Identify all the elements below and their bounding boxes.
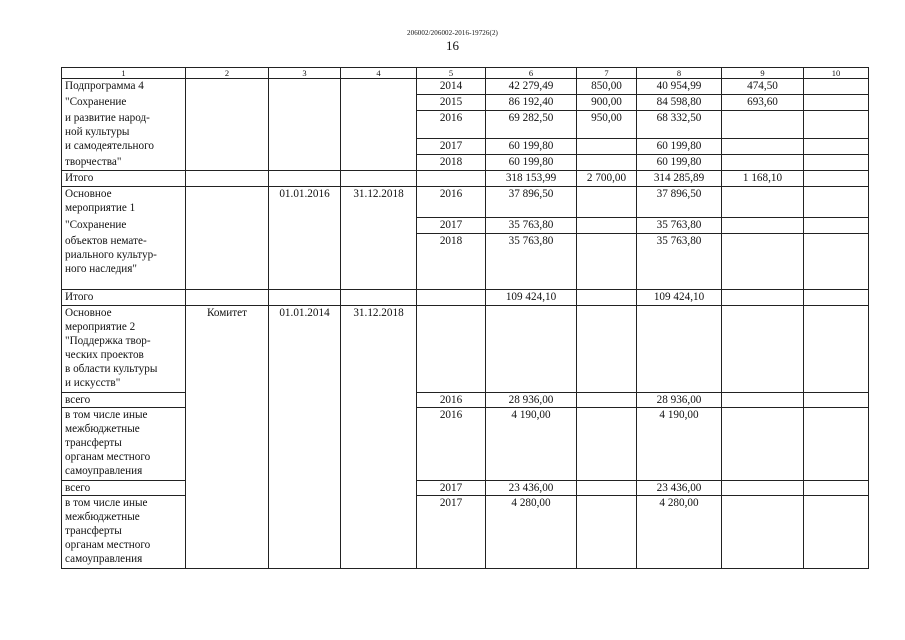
cell-col-1: объектов немате- риального культур- ного наследия" [62,234,186,290]
cell-col-7: 850,00 [577,79,637,95]
cell-col-4 [341,408,417,481]
cell-col-1: Итого [62,171,186,187]
cell-col-10 [804,481,869,496]
cell-col-10 [804,95,869,111]
cell-col-6: 318 153,99 [486,171,577,187]
table-row [62,79,869,95]
cell-col-10 [804,234,869,290]
cell-col-9 [722,393,804,408]
cell-col-1: "Сохранение [62,218,186,234]
cell-col-3 [269,496,341,569]
cell-col-3 [269,481,341,496]
cell-col-6: 60 199,80 [486,139,577,155]
column-header: 6 [486,68,577,79]
column-header: 7 [577,68,637,79]
cell-col-9 [722,139,804,155]
cell-col-3 [269,155,341,171]
cell-col-4 [341,155,417,171]
cell-col-8: 35 763,80 [637,234,722,290]
cell-col-8: 23 436,00 [637,481,722,496]
cell-col-6 [486,306,577,393]
cell-col-8: 28 936,00 [637,393,722,408]
cell-col-3 [269,234,341,290]
cell-col-6: 28 936,00 [486,393,577,408]
column-header: 1 [62,68,186,79]
cell-col-9 [722,111,804,139]
cell-col-2 [186,79,269,95]
table-row [62,234,869,290]
cell-col-10 [804,218,869,234]
cell-col-7 [577,306,637,393]
cell-col-3 [269,139,341,155]
cell-col-1: Основное мероприятие 2 "Поддержка твор- ческих проектов в области культуры и искусств" [62,306,186,393]
cell-col-6: 23 436,00 [486,481,577,496]
cell-col-2: Комитет [186,306,269,393]
table-row [62,393,869,408]
cell-col-7: 2 700,00 [577,171,637,187]
cell-col-10 [804,408,869,481]
cell-col-6: 37 896,50 [486,187,577,218]
table-row [62,187,869,218]
cell-col-5: 2016 [417,393,486,408]
cell-col-8: 4 280,00 [637,496,722,569]
cell-col-8: 314 285,89 [637,171,722,187]
cell-col-8: 109 424,10 [637,290,722,306]
cell-col-4: 31.12.2018 [341,306,417,393]
cell-col-9 [722,306,804,393]
cell-col-7 [577,290,637,306]
column-header: 10 [804,68,869,79]
cell-col-3: 01.01.2014 [269,306,341,393]
cell-col-3 [269,79,341,95]
column-header: 8 [637,68,722,79]
cell-col-5: 2016 [417,187,486,218]
document-code: 206002/206002-2016-19726(2) [407,29,498,37]
cell-col-4 [341,290,417,306]
table-row [62,408,869,481]
table-row [62,290,869,306]
cell-col-8: 60 199,80 [637,155,722,171]
cell-col-9 [722,187,804,218]
cell-col-3 [269,290,341,306]
cell-col-10 [804,393,869,408]
cell-col-2 [186,155,269,171]
cell-col-4 [341,496,417,569]
cell-col-8: 84 598,80 [637,95,722,111]
cell-col-4 [341,95,417,111]
cell-col-1: Основное мероприятие 1 [62,187,186,218]
cell-col-1: в том числе иные межбюджетные трансферты органам местного самоуправления [62,496,186,569]
cell-col-6: 4 280,00 [486,496,577,569]
cell-col-3 [269,95,341,111]
cell-col-3 [269,171,341,187]
cell-col-8: 60 199,80 [637,139,722,155]
table-row [62,111,869,139]
cell-col-6: 4 190,00 [486,408,577,481]
cell-col-5: 2017 [417,481,486,496]
column-header: 4 [341,68,417,79]
cell-col-1: в том числе иные межбюджетные трансферты органам местного самоуправления [62,408,186,481]
cell-col-7: 900,00 [577,95,637,111]
cell-col-5: 2017 [417,496,486,569]
cell-col-5: 2015 [417,95,486,111]
cell-col-8: 37 896,50 [637,187,722,218]
cell-col-10 [804,496,869,569]
cell-col-4 [341,218,417,234]
budget-table [61,67,869,569]
cell-col-7 [577,155,637,171]
cell-col-5: 2016 [417,111,486,139]
cell-col-2 [186,290,269,306]
header-row [62,68,869,79]
column-header: 3 [269,68,341,79]
table-row [62,171,869,187]
cell-col-10 [804,171,869,187]
cell-col-2 [186,481,269,496]
cell-col-1: Итого [62,290,186,306]
page-number: 16 [446,38,459,53]
cell-col-9 [722,496,804,569]
cell-col-6: 35 763,80 [486,234,577,290]
cell-col-2 [186,95,269,111]
cell-col-1: творчества" [62,155,186,171]
cell-col-2 [186,234,269,290]
cell-col-5 [417,306,486,393]
cell-col-5 [417,290,486,306]
cell-col-1: и самодеятельного [62,139,186,155]
cell-col-10 [804,187,869,218]
cell-col-3 [269,111,341,139]
cell-col-5: 2016 [417,408,486,481]
table-row [62,496,869,569]
table-row [62,218,869,234]
cell-col-9 [722,290,804,306]
cell-col-8: 4 190,00 [637,408,722,481]
cell-col-7 [577,393,637,408]
cell-col-4 [341,111,417,139]
cell-col-2 [186,393,269,408]
cell-col-7 [577,481,637,496]
cell-col-5: 2018 [417,155,486,171]
cell-col-7 [577,218,637,234]
cell-col-9 [722,481,804,496]
cell-col-6: 109 424,10 [486,290,577,306]
cell-col-9: 474,50 [722,79,804,95]
cell-col-5: 2017 [417,218,486,234]
cell-col-4: 31.12.2018 [341,187,417,218]
cell-col-7 [577,234,637,290]
column-header: 5 [417,68,486,79]
cell-col-10 [804,139,869,155]
cell-col-8 [637,306,722,393]
cell-col-1: и развитие народ- ной культуры [62,111,186,139]
cell-col-2 [186,111,269,139]
cell-col-1: всего [62,481,186,496]
cell-col-7 [577,496,637,569]
cell-col-4 [341,139,417,155]
cell-col-7: 950,00 [577,111,637,139]
cell-col-3 [269,218,341,234]
table-row [62,95,869,111]
cell-col-6: 60 199,80 [486,155,577,171]
table-row [62,306,869,393]
table-row [62,139,869,155]
cell-col-9 [722,218,804,234]
cell-col-6: 35 763,80 [486,218,577,234]
cell-col-1: всего [62,393,186,408]
cell-col-5 [417,171,486,187]
cell-col-4 [341,393,417,408]
table-row [62,481,869,496]
cell-col-10 [804,290,869,306]
cell-col-4 [341,234,417,290]
cell-col-5: 2014 [417,79,486,95]
cell-col-6: 69 282,50 [486,111,577,139]
cell-col-9 [722,155,804,171]
cell-col-5: 2018 [417,234,486,290]
cell-col-1: "Сохранение [62,95,186,111]
cell-col-10 [804,79,869,95]
cell-col-7 [577,408,637,481]
cell-col-2 [186,408,269,481]
table-row [62,155,869,171]
cell-col-1: Подпрограмма 4 [62,79,186,95]
cell-col-10 [804,111,869,139]
column-header: 2 [186,68,269,79]
cell-col-3 [269,393,341,408]
cell-col-4 [341,481,417,496]
cell-col-4 [341,171,417,187]
cell-col-2 [186,496,269,569]
cell-col-3: 01.01.2016 [269,187,341,218]
cell-col-7 [577,139,637,155]
cell-col-9 [722,408,804,481]
cell-col-4 [341,79,417,95]
cell-col-9 [722,234,804,290]
cell-col-2 [186,139,269,155]
cell-col-5: 2017 [417,139,486,155]
cell-col-6: 86 192,40 [486,95,577,111]
cell-col-8: 68 332,50 [637,111,722,139]
cell-col-8: 40 954,99 [637,79,722,95]
cell-col-9: 693,60 [722,95,804,111]
cell-col-10 [804,155,869,171]
cell-col-3 [269,408,341,481]
cell-col-10 [804,306,869,393]
cell-col-2 [186,218,269,234]
cell-col-7 [577,187,637,218]
cell-col-9: 1 168,10 [722,171,804,187]
cell-col-2 [186,187,269,218]
cell-col-8: 35 763,80 [637,218,722,234]
cell-col-6: 42 279,49 [486,79,577,95]
column-header: 9 [722,68,804,79]
cell-col-2 [186,171,269,187]
